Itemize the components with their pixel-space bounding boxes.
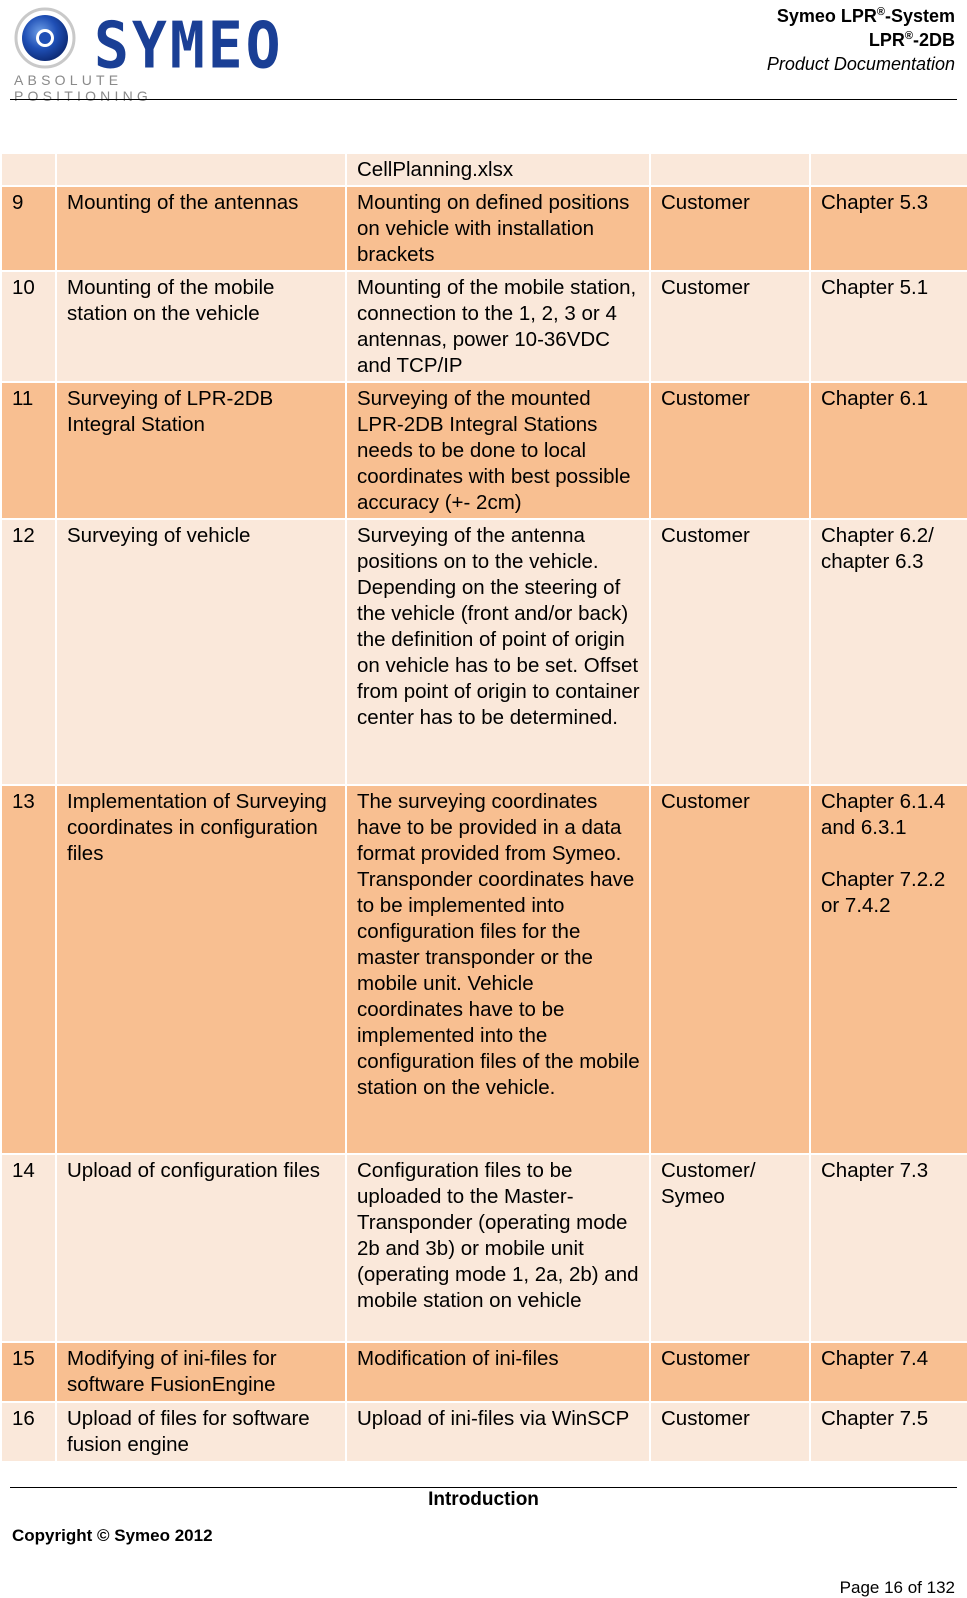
table-row [1,186,967,271]
cell-responsible: Customer [650,785,810,1154]
cell-description: Configuration files to be uploaded to the Master-Transponder (operating mode 2b and 3b) or mobile unit (operating mode 1, 2a, 2b) and mobile station on vehicle [346,1154,650,1342]
cell-description: The surveying coordinates have to be provided in a data format provided from Symeo. Transponder coordinates have to be implemented into configuration files for the master transponder or the mobile unit. Vehicle coordinates have to be implemented into the configuration files of the mobile station on the vehicle. [346,785,650,1154]
footer-section-title: Introduction [428,1489,539,1510]
logo-tagline: ABSOLUTE POSITIONING [14,72,152,104]
table-row [1,1402,967,1462]
cell-description: Mounting of the mobile station, connection to the 1, 2, 3 or 4 antennas, power 10-36VDC and TCP/IP [346,271,650,382]
cell-task: Mounting of the mobile station on the vehicle [56,271,346,382]
cell-description: Modification of ini-files [346,1342,650,1402]
symeo-logo [12,6,284,104]
cell-number [1,153,56,186]
footer-copyright: Copyright © Symeo 2012 [12,1526,213,1545]
cell-number: 12 [1,519,56,785]
logo-globe-icon [12,6,82,70]
header-system-title: Symeo LPR®-System [776,6,955,26]
cell-description: CellPlanning.xlsx [346,153,650,186]
reference-secondary: Chapter 7.2.2 or 7.4.2 [821,868,946,917]
cell-number: 9 [1,186,56,271]
cell-description: Upload of ini-files via WinSCP [346,1402,650,1462]
cell-reference: Chapter 6.1 [810,382,967,519]
cell-number: 15 [1,1342,56,1402]
table-row [1,519,967,785]
cell-number: 11 [1,382,56,519]
cell-responsible: Customer [650,519,810,785]
cell-task: Upload of configuration files [56,1154,346,1342]
reference-primary: Chapter 6.1.4 and 6.3.1 [821,790,946,839]
cell-reference: Chapter 5.3 [810,186,967,271]
cell-reference [810,785,967,1154]
cell-task: Modifying of ini-files for software FusionEngine [56,1342,346,1402]
footer-page-number: Page 16 of 132 [839,1578,955,1597]
header-product-title: LPR®-2DB [868,30,955,50]
cell-responsible: Customer/ Symeo [650,1154,810,1342]
task-table [0,152,967,1463]
cell-number: 13 [1,785,56,1154]
cell-responsible [650,153,810,186]
cell-reference: Chapter 6.2/ chapter 6.3 [810,519,967,785]
header-doc-type: Product Documentation [766,54,955,74]
cell-responsible: Customer [650,382,810,519]
document-header [767,4,955,76]
cell-task: Implementation of Surveying coordinates in configuration files [56,785,346,1154]
cell-number: 16 [1,1402,56,1462]
cell-responsible: Customer [650,271,810,382]
cell-description: Mounting on defined positions on vehicle with installation brackets [346,186,650,271]
cell-description: Surveying of the mounted LPR-2DB Integral Stations needs to be done to local coordinates with best possible accuracy (+- 2cm) [346,382,650,519]
cell-reference [810,153,967,186]
cell-task [56,153,346,186]
cell-task: Surveying of LPR-2DB Integral Station [56,382,346,519]
table-row [1,1342,967,1402]
cell-responsible: Customer [650,1402,810,1462]
footer-divider [10,1487,957,1488]
cell-description: Surveying of the antenna positions on to the vehicle. Depending on the steering of the vehicle (front and/or back) the definition of point of origin on vehicle has to be set. Offset from point of origin to container center has to be determined. [346,519,650,785]
cell-reference: Chapter 7.4 [810,1342,967,1402]
header-divider [10,99,957,100]
cell-task: Upload of files for software fusion engine [56,1402,346,1462]
cell-responsible: Customer [650,1342,810,1402]
cell-number: 14 [1,1154,56,1342]
logo-wordmark: SYMEO [94,8,284,83]
cell-reference: Chapter 5.1 [810,271,967,382]
cell-reference: Chapter 7.3 [810,1154,967,1342]
table-row [1,785,967,1154]
table-row [1,1154,967,1342]
cell-responsible: Customer [650,186,810,271]
table-row [1,271,967,382]
cell-task: Surveying of vehicle [56,519,346,785]
table-row [1,153,967,186]
cell-task: Mounting of the antennas [56,186,346,271]
table-row [1,382,967,519]
cell-number: 10 [1,271,56,382]
cell-reference: Chapter 7.5 [810,1402,967,1462]
